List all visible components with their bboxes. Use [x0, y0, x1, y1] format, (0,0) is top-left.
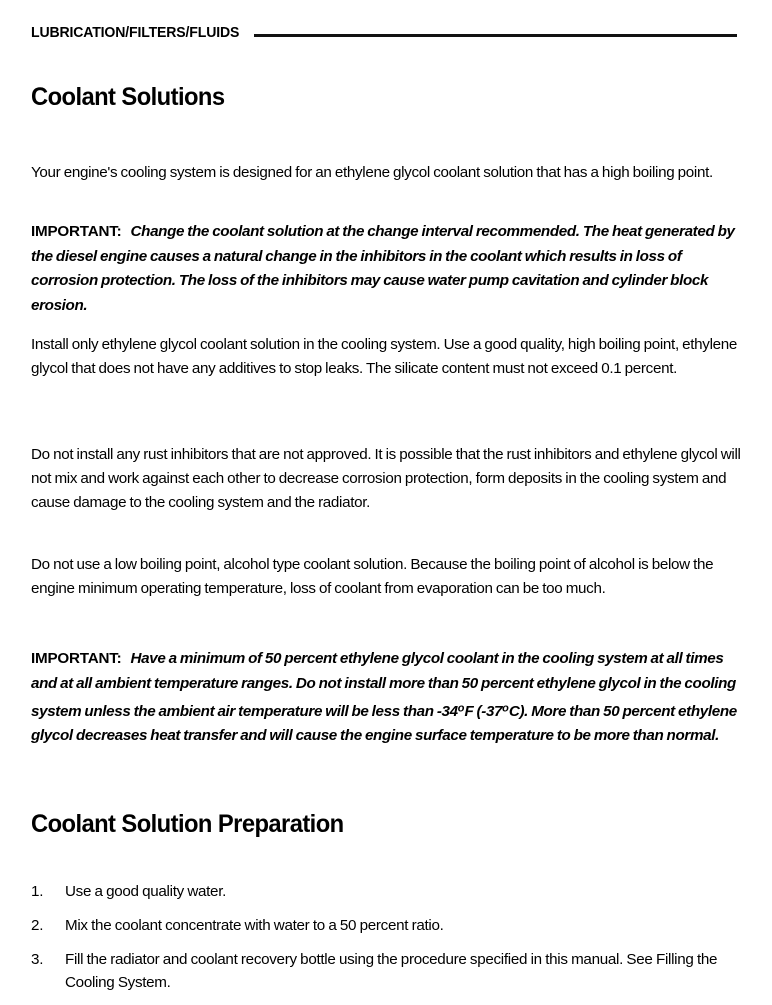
important-label-2: IMPORTANT: — [31, 650, 122, 667]
paragraph-install-ethylene-glycol: Install only ethylene glycol coolant solution in the cooling system. Use a good quality, high boiling point, ethylene glycol that does not have any additives to stop leaks. The silicate content must not exceed 0.1 percent. — [31, 336, 738, 378]
procedure-step-list — [31, 880, 743, 1005]
degree-symbol-celsius: o — [502, 702, 509, 714]
important-note-1 — [31, 220, 745, 318]
important-body-2-part-2: F (-37 — [464, 702, 503, 720]
list-item — [31, 914, 743, 937]
list-item-number: 1. — [31, 883, 44, 900]
running-header — [31, 26, 737, 41]
list-item-label: Mix the coolant concentrate with water to a 50 percent ratio. — [65, 917, 444, 934]
list-item-number: 2. — [31, 917, 44, 934]
list-item — [31, 880, 743, 903]
header-rule-divider — [254, 34, 737, 37]
list-item-label: Use a good quality water. — [65, 883, 227, 900]
important-body-2-part-3: C). More than 50 percent ethylene glycol decreases heat transfer and will cause the engine surface temperature to be more than normal. — [31, 702, 737, 745]
list-item-label: Fill the radiator and coolant recovery bottle using the procedure specified in this manual. See Filling the Cooling System. — [65, 951, 718, 991]
paragraph-intro: Your engine's cooling system is designed for an ethylene glycol coolant solution that has a high boiling point. — [31, 164, 713, 182]
important-body-2 — [31, 650, 737, 744]
important-note-2 — [31, 647, 745, 749]
paragraph-alcohol-coolant: Do not use a low boiling point, alcohol type coolant solution. Because the boiling point of alcohol is below the engine minimum operating temperature, loss of coolant from evaporation can be too much. — [31, 556, 714, 598]
running-header-title: LUBRICATION/FILTERS/FLUIDS — [31, 25, 240, 41]
section-heading-coolant-solution-preparation: Coolant Solution Preparation — [31, 810, 344, 838]
list-item-number: 3. — [31, 951, 44, 968]
important-body-1: Change the coolant solution at the change interval recommended. The heat generated by the diesel engine causes a natural change in the inhibitors in the coolant which results in loss of corrosion protection. The loss of the inhibitors may cause water pump cavitation and cylinder block erosion. — [31, 223, 735, 314]
important-body-2-part-1: Have a minimum of 50 percent ethylene glycol coolant in the cooling system at all times and at all ambient temperature ranges. Do not install more than 50 percent ethylene glycol in the cooling system unless the ambient air temperature will be less than -34 — [31, 650, 736, 720]
list-item — [31, 948, 743, 994]
important-label-1: IMPORTANT: — [31, 223, 122, 240]
paragraph-rust-inhibitors: Do not install any rust inhibitors that are not approved. It is possible that the rust inhibitors and ethylene glycol will not mix and work against each other to decrease corrosion protection, form deposits in the cooling system and cause damage to the cooling system and the radiator. — [31, 446, 741, 512]
section-heading-coolant-solutions: Coolant Solutions — [31, 83, 225, 111]
degree-symbol-fahrenheit: o — [457, 702, 465, 714]
